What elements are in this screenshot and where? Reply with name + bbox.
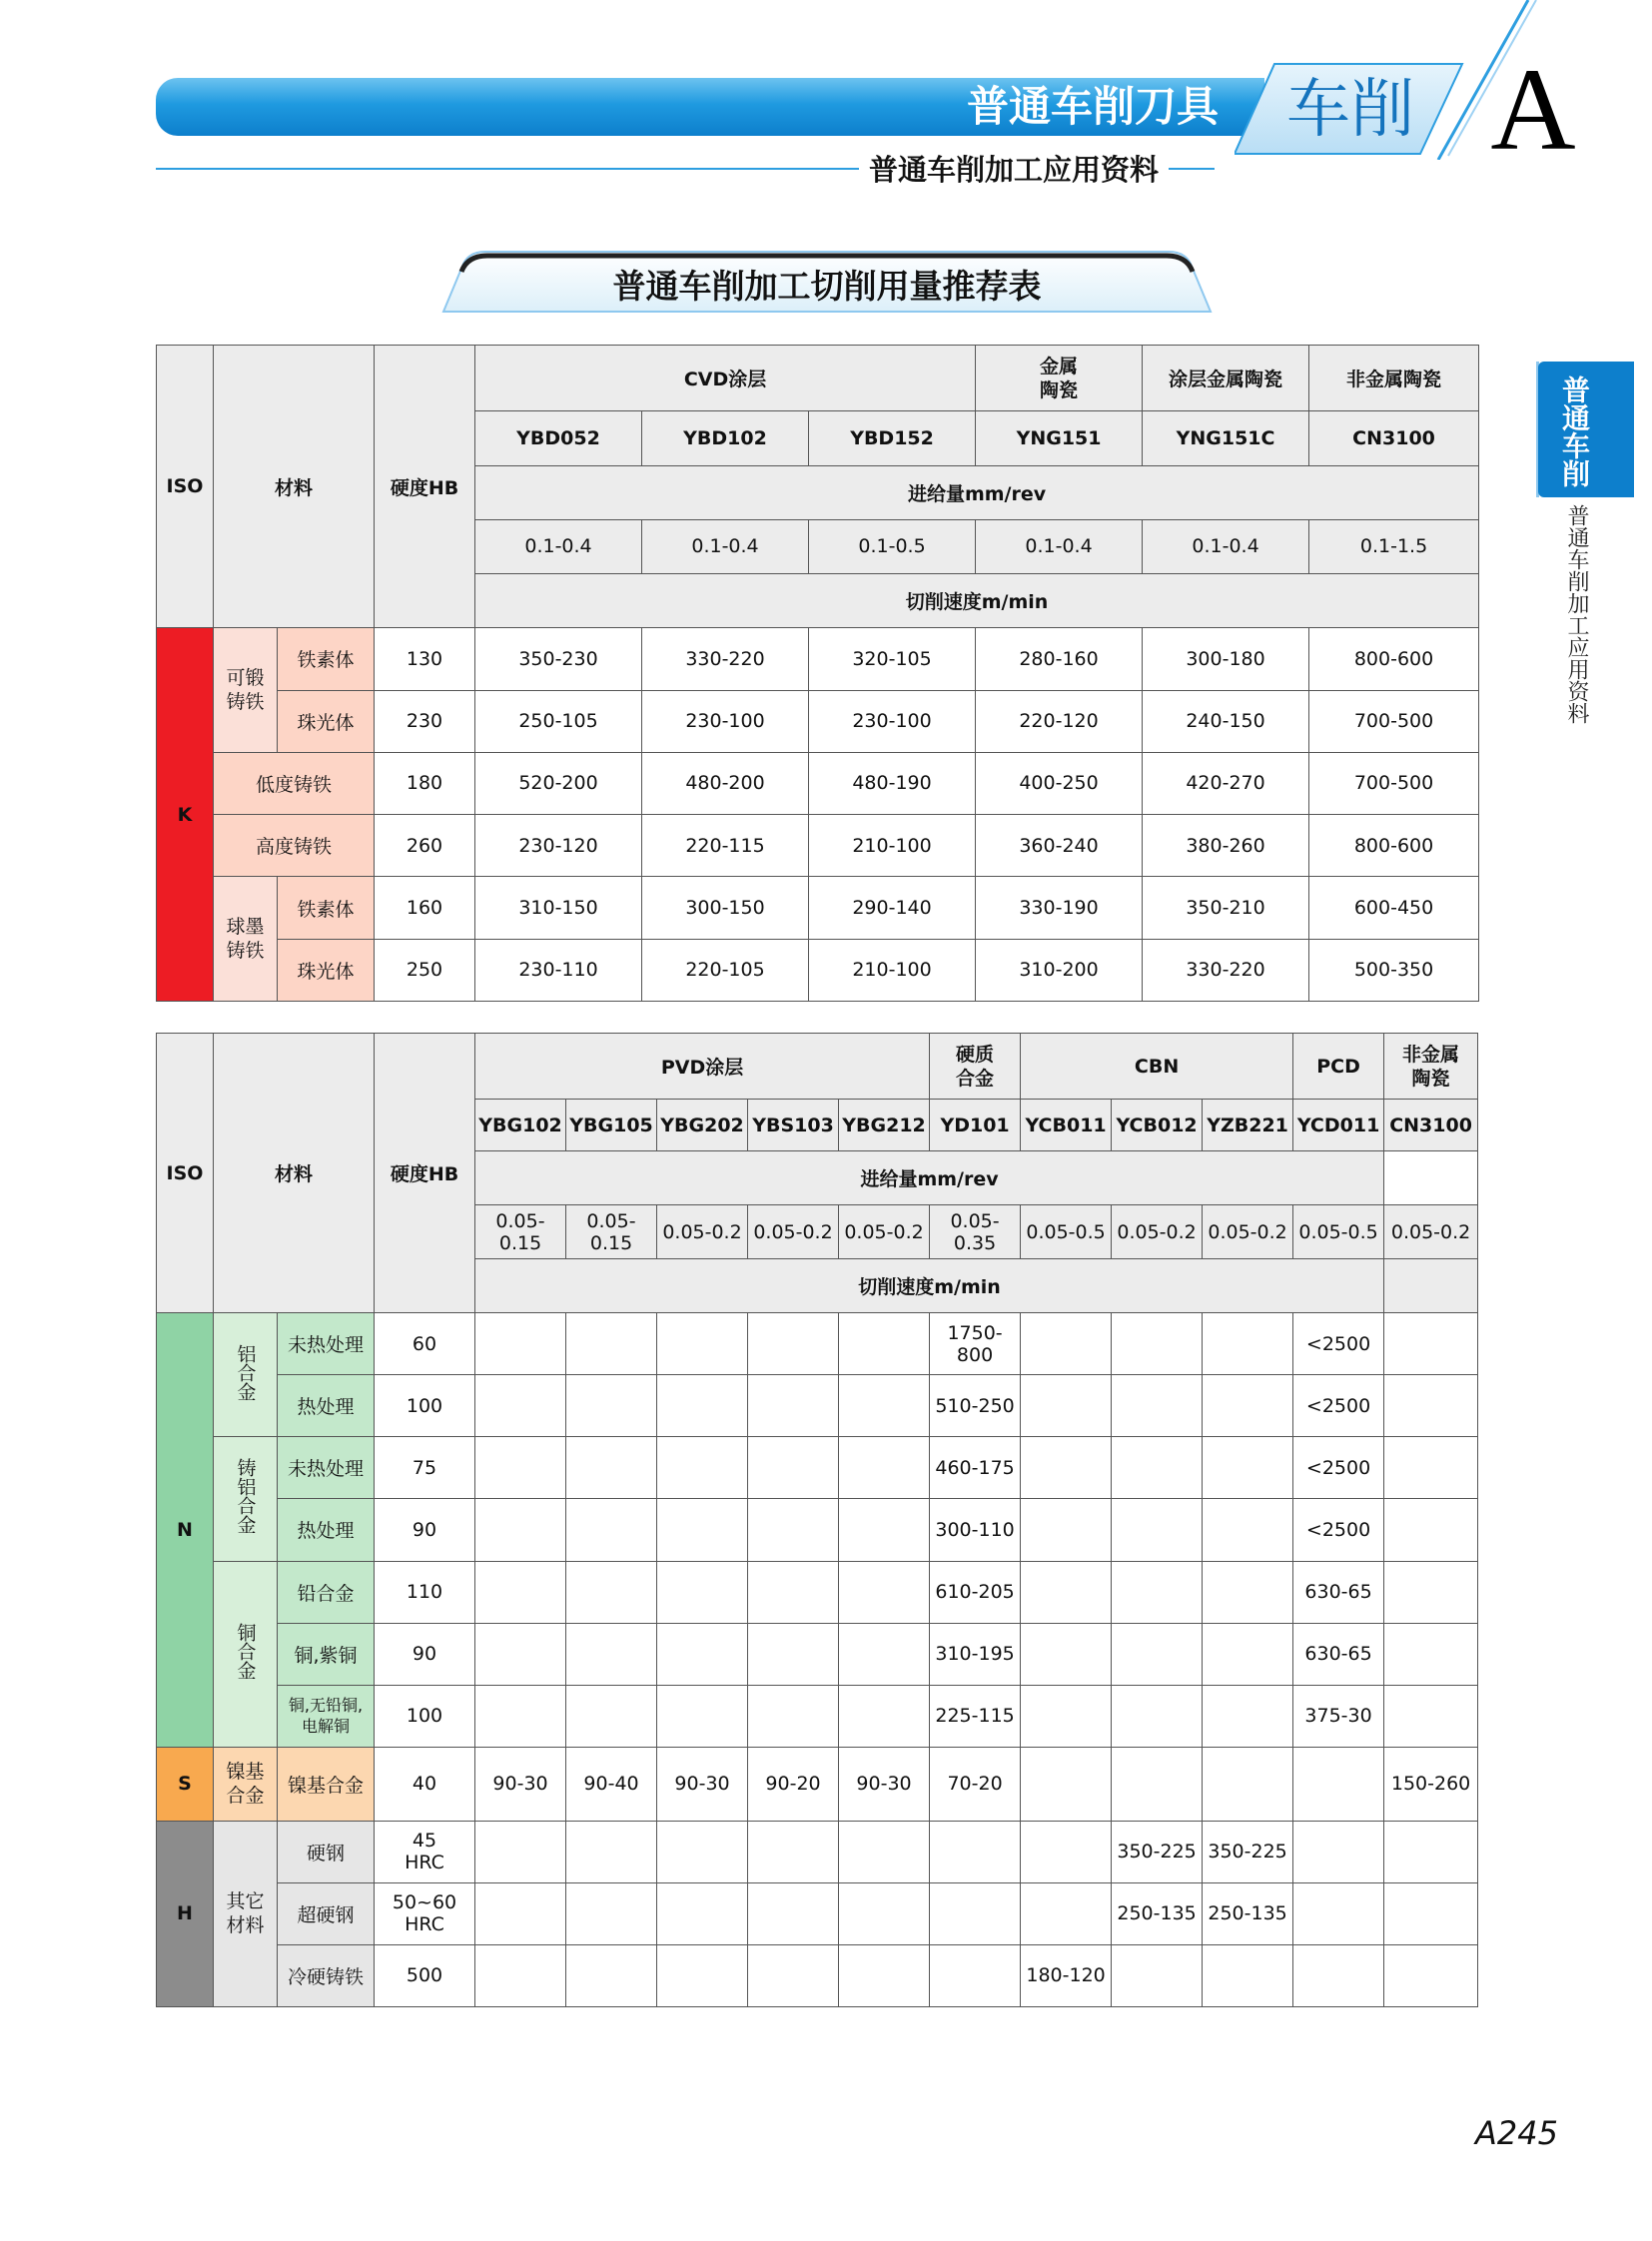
speed-value: <2500 [1293,1313,1384,1375]
speed-value [1021,1685,1112,1747]
speed-value [839,1944,930,2006]
speed-value [1021,1882,1112,1944]
speed-value: 350-225 [1203,1821,1293,1882]
speed-value [1203,1561,1293,1623]
speed-value: 280-160 [976,628,1143,690]
speed-value [1112,1437,1203,1499]
speed-value [566,1313,657,1375]
speed-value: 225-115 [930,1685,1021,1747]
speed-value [839,1882,930,1944]
speed-header: 切削速度m/min [475,574,1479,628]
hardness-value: 500 [375,1944,475,2006]
material-group [214,1313,278,1437]
speed-value: 90-40 [566,1747,657,1821]
speed-value [1021,1313,1112,1375]
speed-value: 310-150 [475,877,642,939]
page-number: A245 [1475,2114,1558,2152]
speed-value: 90-30 [657,1747,748,1821]
speed-value: 90-30 [839,1747,930,1821]
hardness-header: 硬度HB [375,1034,475,1313]
group-header: CVD涂层 [475,346,976,411]
speed-value: 480-190 [809,752,976,814]
grade-header: YBS103 [748,1100,839,1151]
speed-value [657,1623,748,1685]
grade-header: YCD011 [1293,1100,1384,1151]
grade-header: YD101 [930,1100,1021,1151]
speed-value [1021,1375,1112,1437]
speed-value [1384,1882,1478,1944]
speed-value [1112,1685,1203,1747]
group-header: 涂层金属陶瓷 [1143,346,1309,411]
speed-value [748,1623,839,1685]
speed-value [839,1499,930,1561]
grade-header: YCB011 [1021,1100,1112,1151]
speed-value: 350-210 [1143,877,1309,939]
speed-value [748,1944,839,2006]
speed-value: 220-120 [976,690,1143,752]
feed-header-blank [1384,1151,1478,1205]
speed-value: <2500 [1293,1375,1384,1437]
feed-value: 0.05-0.2 [748,1205,839,1259]
group-header: 非金属陶瓷 [1309,346,1479,411]
speed-value [1384,1437,1478,1499]
speed-value: 610-205 [930,1561,1021,1623]
speed-value: 220-115 [642,815,809,877]
speed-value [748,1437,839,1499]
feed-value: 0.1-0.4 [976,519,1143,573]
speed-value: 230-120 [475,815,642,877]
speed-value [1112,1375,1203,1437]
speed-value [748,1685,839,1747]
group-header: CBN [1021,1034,1293,1100]
speed-value [748,1313,839,1375]
feed-value: 0.05-0.15 [475,1205,566,1259]
material-name: 铜,紫铜 [278,1623,375,1685]
speed-value [1384,1561,1478,1623]
speed-value [657,1499,748,1561]
speed-value: 300-110 [930,1499,1021,1561]
speed-value [1203,1685,1293,1747]
speed-value [657,1882,748,1944]
speed-value [475,1313,566,1375]
speed-value: 630-65 [1293,1561,1384,1623]
speed-value [1021,1821,1112,1882]
speed-value [475,1437,566,1499]
material-name: 铜,无铅铜, 电解铜 [278,1685,375,1747]
speed-value: 90-20 [748,1747,839,1821]
feed-value: 0.05-0.15 [566,1205,657,1259]
speed-value [839,1437,930,1499]
speed-value [748,1882,839,1944]
material-name: 铁素体 [278,628,375,690]
speed-value: 400-250 [976,752,1143,814]
speed-value [1384,1685,1478,1747]
feed-value: 0.05-0.35 [930,1205,1021,1259]
material-name: 超硬钢 [278,1882,375,1944]
speed-value [1112,1561,1203,1623]
speed-value: 210-100 [809,939,976,1001]
hardness-value: 60 [375,1313,475,1375]
speed-value [1021,1499,1112,1561]
speed-value [1021,1561,1112,1623]
speed-value [930,1821,1021,1882]
speed-value [657,1313,748,1375]
material-group: 球墨 铸铁 [214,877,278,1002]
grade-header: YCB012 [1112,1100,1203,1151]
speed-value: 250-105 [475,690,642,752]
speed-value [839,1623,930,1685]
speed-value [1293,1821,1384,1882]
speed-value [566,1944,657,2006]
group-header: PCD [1293,1034,1384,1100]
iso-n-cell: N [157,1313,214,1747]
feed-header: 进给量mm/rev [475,465,1479,519]
speed-value: 70-20 [930,1747,1021,1821]
speed-value: 350-230 [475,628,642,690]
speed-value [1384,1313,1478,1375]
speed-value: 600-450 [1309,877,1479,939]
grade-header: YBG212 [839,1100,930,1151]
speed-value [475,1944,566,2006]
speed-value [566,1499,657,1561]
speed-value: 90-30 [475,1747,566,1821]
speed-value: 460-175 [930,1437,1021,1499]
speed-value: 480-200 [642,752,809,814]
speed-value [657,1685,748,1747]
material-name: 冷硬铸铁 [278,1944,375,2006]
material-name: 低度铸铁 [214,752,375,814]
speed-value: 630-65 [1293,1623,1384,1685]
speed-value: 500-350 [1309,939,1479,1001]
speed-header-blank [1384,1259,1478,1313]
speed-value [1384,1499,1478,1561]
speed-value [1112,1944,1203,2006]
iso-header: ISO [157,1034,214,1313]
speed-value: 220-105 [642,939,809,1001]
speed-value [839,1821,930,1882]
hardness-value: 230 [375,690,475,752]
material-name: 珠光体 [278,939,375,1001]
speed-value [1112,1313,1203,1375]
hardness-value: 130 [375,628,475,690]
speed-value: 230-110 [475,939,642,1001]
hardness-value: 100 [375,1375,475,1437]
speed-value: 150-260 [1384,1747,1478,1821]
speed-value [748,1375,839,1437]
cutting-table-nsh [156,1033,1478,2007]
speed-value [1021,1623,1112,1685]
grade-header: YZB221 [1203,1100,1293,1151]
speed-value [475,1499,566,1561]
header-subtitle: 普通车削加工应用资料 [859,150,1169,190]
hardness-value: 160 [375,877,475,939]
feed-value: 0.1-0.4 [475,519,642,573]
speed-value [566,1437,657,1499]
speed-value: 230-100 [809,690,976,752]
grade-header: YBG105 [566,1100,657,1151]
speed-value: 320-105 [809,628,976,690]
hardness-value: 90 [375,1499,475,1561]
speed-value: 250-135 [1112,1882,1203,1944]
speed-value [1203,1623,1293,1685]
iso-s-cell: S [157,1747,214,1821]
hardness-value: 75 [375,1437,475,1499]
feed-header: 进给量mm/rev [475,1151,1384,1205]
speed-value [657,1944,748,2006]
speed-value: 520-200 [475,752,642,814]
grade-header: CN3100 [1384,1100,1478,1151]
hardness-value: 260 [375,815,475,877]
hardness-value: 180 [375,752,475,814]
speed-value [475,1623,566,1685]
chapter-letter: A [1490,44,1576,175]
speed-value [1203,1313,1293,1375]
grade-header: YBD102 [642,411,809,465]
speed-value [1021,1437,1112,1499]
material-header: 材料 [214,1034,375,1313]
hardness-value: 250 [375,939,475,1001]
cutting-table-k [156,345,1479,1002]
speed-value [1293,1944,1384,2006]
feed-value: 0.05-0.2 [657,1205,748,1259]
group-header: 非金属 陶瓷 [1384,1034,1478,1100]
speed-value: 375-30 [1293,1685,1384,1747]
speed-value [566,1375,657,1437]
material-group: 可锻 铸铁 [214,628,278,753]
feed-value: 0.05-0.2 [1384,1205,1478,1259]
header-title: 普通车削刀具 [966,82,1219,131]
speed-value [657,1561,748,1623]
speed-value [930,1882,1021,1944]
grade-header: YBG102 [475,1100,566,1151]
iso-k-cell: K [157,628,214,1002]
speed-value: 1750-800 [930,1313,1021,1375]
speed-value: 310-195 [930,1623,1021,1685]
speed-value: 800-600 [1309,815,1479,877]
group-header: PVD涂层 [475,1034,930,1100]
speed-value: 420-270 [1143,752,1309,814]
speed-value: <2500 [1293,1437,1384,1499]
material-header: 材料 [214,346,375,628]
speed-value: <2500 [1293,1499,1384,1561]
speed-value: 330-220 [642,628,809,690]
group-header: 金属 陶瓷 [976,346,1143,411]
speed-value [657,1821,748,1882]
feed-value: 0.1-0.5 [809,519,976,573]
hardness-value: 110 [375,1561,475,1623]
feed-value: 0.05-0.5 [1021,1205,1112,1259]
speed-value: 380-260 [1143,815,1309,877]
grade-header: CN3100 [1309,411,1479,465]
iso-h-cell: H [157,1821,214,2006]
speed-value [1203,1375,1293,1437]
grade-header: YNG151C [1143,411,1309,465]
speed-value [1203,1437,1293,1499]
speed-value: 330-220 [1143,939,1309,1001]
material-name: 未热处理 [278,1313,375,1375]
hardness-header: 硬度HB [375,346,475,628]
material-group-label: 铸铝合金 [234,1458,257,1535]
speed-value: 800-600 [1309,628,1479,690]
iso-header: ISO [157,346,214,628]
speed-header: 切削速度m/min [475,1259,1384,1313]
material-group [214,1437,278,1561]
feed-value: 0.05-0.2 [839,1205,930,1259]
speed-value [748,1499,839,1561]
group-header: 硬质 合金 [930,1034,1021,1100]
speed-value [566,1685,657,1747]
speed-value [475,1821,566,1882]
material-group-label: 铝合金 [234,1343,257,1401]
section-title: 普通车削加工切削用量推荐表 [612,267,1042,306]
material-name: 未热处理 [278,1437,375,1499]
material-group: 其它 材料 [214,1821,278,2006]
speed-value [566,1561,657,1623]
speed-value: 240-150 [1143,690,1309,752]
feed-value: 0.05-0.2 [1203,1205,1293,1259]
speed-value: 700-500 [1309,690,1479,752]
speed-value: 510-250 [930,1375,1021,1437]
speed-value [839,1685,930,1747]
hardness-value: 50~60 HRC [375,1882,475,1944]
speed-value [657,1375,748,1437]
speed-value [748,1821,839,1882]
speed-value [475,1375,566,1437]
side-tab-label: 普通车削 [1558,375,1591,487]
hardness-value: 90 [375,1623,475,1685]
grade-header: YNG151 [976,411,1143,465]
speed-value: 180-120 [1021,1944,1112,2006]
speed-value [839,1375,930,1437]
material-name: 硬钢 [278,1821,375,1882]
speed-value: 350-225 [1112,1821,1203,1882]
speed-value [1384,1375,1478,1437]
speed-value [1112,1499,1203,1561]
speed-value [475,1882,566,1944]
speed-value: 300-150 [642,877,809,939]
speed-value [475,1561,566,1623]
speed-value [1203,1499,1293,1561]
speed-value [1021,1747,1112,1821]
feed-value: 0.1-0.4 [1143,519,1309,573]
speed-value [930,1944,1021,2006]
material-group [214,1561,278,1747]
speed-value [657,1437,748,1499]
material-group: 镍基 合金 [214,1747,278,1821]
speed-value [1203,1944,1293,2006]
speed-value [1112,1747,1203,1821]
speed-value: 230-100 [642,690,809,752]
material-name: 铅合金 [278,1561,375,1623]
hardness-value: 100 [375,1685,475,1747]
speed-value [1384,1821,1478,1882]
speed-value [839,1313,930,1375]
speed-value [748,1561,839,1623]
hardness-value: 40 [375,1747,475,1821]
speed-value [566,1821,657,1882]
speed-value [566,1882,657,1944]
material-name: 镍基合金 [278,1747,375,1821]
grade-header: YBG202 [657,1100,748,1151]
material-name: 热处理 [278,1499,375,1561]
speed-value [1384,1623,1478,1685]
material-name: 珠光体 [278,690,375,752]
speed-value: 210-100 [809,815,976,877]
speed-value: 360-240 [976,815,1143,877]
speed-value [1112,1623,1203,1685]
speed-value: 300-180 [1143,628,1309,690]
material-name: 热处理 [278,1375,375,1437]
material-name: 铁素体 [278,877,375,939]
grade-header: YBD052 [475,411,642,465]
speed-value [839,1561,930,1623]
speed-value: 330-190 [976,877,1143,939]
hardness-value: 45 HRC [375,1821,475,1882]
speed-value: 310-200 [976,939,1143,1001]
speed-value [1384,1944,1478,2006]
grade-header: YBD152 [809,411,976,465]
side-caption: 普通车削加工应用资料 [1564,504,1589,724]
speed-value [1203,1747,1293,1821]
speed-value: 290-140 [809,877,976,939]
feed-value: 0.05-0.5 [1293,1205,1384,1259]
speed-value: 250-135 [1203,1882,1293,1944]
feed-value: 0.1-0.4 [642,519,809,573]
feed-value: 0.1-1.5 [1309,519,1479,573]
speed-value [475,1685,566,1747]
speed-value [1293,1882,1384,1944]
material-group-label: 铜合金 [234,1623,257,1681]
speed-value: 700-500 [1309,752,1479,814]
material-name: 高度铸铁 [214,815,375,877]
feed-value: 0.05-0.2 [1112,1205,1203,1259]
speed-value [1293,1747,1384,1821]
header-tab-label: 车削 [1286,73,1414,147]
speed-value [566,1623,657,1685]
